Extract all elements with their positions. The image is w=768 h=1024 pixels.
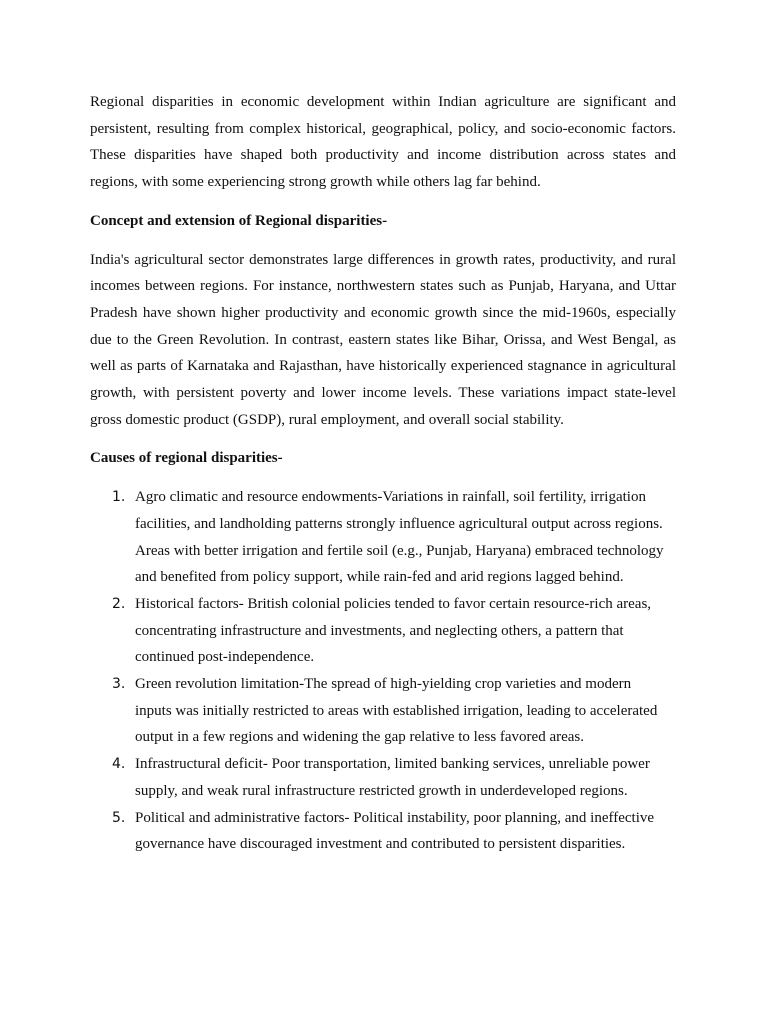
- list-item: [90, 484, 676, 591]
- list-line: supply, and weak rural infrastructure restricted growth in underdeveloped regions.: [135, 782, 628, 799]
- document-page: [90, 89, 676, 858]
- list-line: inputs was initially restricted to areas with established irrigation, leading to accelerated: [135, 702, 658, 719]
- list-line: Historical factors- British colonial policies tended to favor certain resource-rich areas,: [135, 595, 652, 612]
- list-line: facilities, and landholding patterns strongly influence agricultural output across regions.: [135, 515, 663, 532]
- list-item: [90, 671, 676, 751]
- list-line: Areas with better irrigation and fertile soil (e.g., Punjab, Haryana) embraced technology: [135, 542, 664, 559]
- list-number: 1.: [112, 489, 126, 506]
- causes-list: [90, 484, 676, 858]
- list-item: [90, 805, 676, 858]
- list-line: and benefited from policy support, while rain-fed and arid regions lagged behind.: [135, 569, 624, 586]
- list-number: 2.: [112, 595, 126, 612]
- list-line: Green revolution limitation-The spread of high-yielding crop varieties and modern: [135, 676, 632, 693]
- list-number: 3.: [112, 676, 126, 693]
- concept-paragraph: India's agricultural sector demonstrates large differences in growth rates, productivity, and rural incomes between regions. For instance, northwestern states such as Punjab, Haryana, and Uttar Pradesh have shown higher productivity and economic growth since the mid-1960s, especially due to the Green Revolution. In contrast, eastern states like Bihar, Orissa, and West Bengal, as well as parts of Karnataka and Rajasthan, have historically experienced stagnance in agricultural growth, with persistent poverty and lower income levels. These variations impact state-level gross domestic product (GSDP), rural employment, and overall social stability.: [90, 251, 676, 428]
- list-item: [90, 591, 676, 671]
- list-number: 4.: [112, 756, 126, 773]
- list-line: continued post-independence.: [135, 649, 315, 666]
- list-line: concentrating infrastructure and investments, and neglecting others, a pattern that: [135, 622, 624, 639]
- intro-paragraph: Regional disparities in economic development within Indian agriculture are significant and persistent, resulting from complex historical, geographical, policy, and socio-economic factors. These disparities have shaped both productivity and income distribution across states and regions, with some experiencing strong growth while others lag far behind.: [90, 94, 676, 191]
- section-heading-causes: Causes of regional disparities-: [90, 450, 283, 467]
- section-heading-concept: Concept and extension of Regional disparities-: [90, 212, 388, 229]
- list-line: governance have discouraged investment and contributed to persistent disparities.: [135, 836, 626, 853]
- list-line: output in a few regions and widening the gap relative to less favored areas.: [135, 729, 585, 746]
- list-item: [90, 751, 676, 804]
- list-line: Agro climatic and resource endowments-Variations in rainfall, soil fertility, irrigation: [135, 489, 646, 506]
- list-number: 5.: [112, 809, 126, 826]
- list-line: Political and administrative factors- Political instability, poor planning, and ineffective: [135, 809, 655, 826]
- list-line: Infrastructural deficit- Poor transportation, limited banking services, unreliable power: [135, 756, 650, 773]
